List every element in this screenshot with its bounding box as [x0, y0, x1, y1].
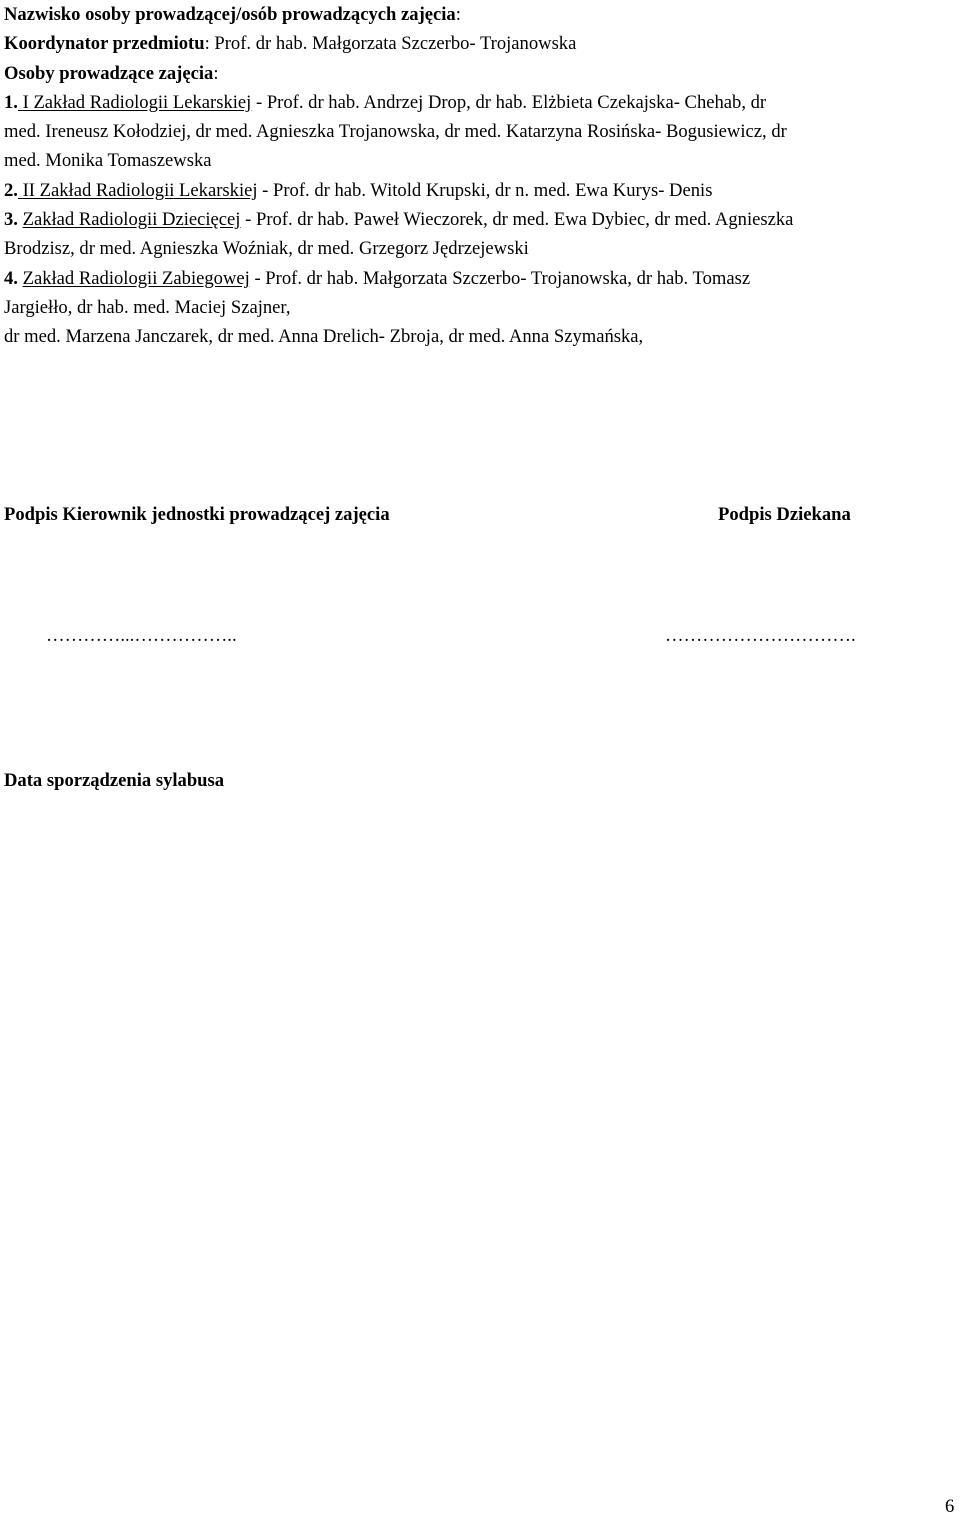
department-4-line-3: dr med. Marzena Janczarek, dr med. Anna Drelich- Zbroja, dr med. Anna Szymańska,: [4, 326, 644, 348]
head-signature-label: Podpis Kierownik jednostki prowadzącej zajęcia: [4, 504, 390, 525]
department-4-line-2: Jargiełło, dr hab. med. Maciej Szajner,: [4, 296, 291, 318]
department-2-line-1: [4, 176, 954, 205]
department-3-number: 3.: [4, 209, 18, 231]
department-4-number: 4.: [4, 267, 18, 289]
dean-signature-line: ………………………….: [665, 625, 856, 646]
department-1-number: 1.: [4, 91, 18, 113]
department-4-unit: Zakład Radiologii Zabiegowej: [22, 267, 250, 289]
page-number: 6: [945, 1496, 955, 1517]
coordinator-label: Koordynator przedmiotu: [4, 33, 205, 55]
department-4-staff: - Prof. dr hab. Małgorzata Szczerbo- Trojanowska, dr hab. Tomasz: [249, 267, 751, 289]
department-3-unit: Zakład Radiologii Dziecięcej: [22, 209, 241, 231]
syllabus-date-label: Data sporządzenia sylabusa: [4, 770, 225, 791]
dean-signature-label: Podpis Dziekana: [718, 504, 851, 525]
department-1-staff: - Prof. dr hab. Andrzej Drop, dr hab. Elżbieta Czekajska- Chehab, dr: [251, 91, 767, 113]
instructors-heading: Nazwisko osoby prowadzącej/osób prowadzących zajęcia: [4, 4, 456, 25]
department-2-number: 2.: [4, 179, 18, 201]
coordinator-line: [4, 29, 954, 58]
department-3-line-1: [4, 205, 954, 234]
department-1-line-2: med. Ireneusz Kołodziej, dr med. Agnieszka Trojanowska, dr med. Katarzyna Rosińska- Bogusiewicz, dr: [4, 121, 787, 143]
department-3-line-2: Brodzisz, dr med. Agnieszka Woźniak, dr med. Grzegorz Jędrzejewski: [4, 238, 529, 260]
instructors-heading-colon: :: [455, 4, 461, 25]
instructors-heading-line: [4, 0, 954, 29]
head-signature-line: …………...……………..: [46, 625, 237, 646]
teachers-heading-line: [4, 59, 954, 88]
department-1-line-3: med. Monika Tomaszewska: [4, 150, 212, 172]
department-1-line-1: [4, 88, 954, 117]
department-3-staff: - Prof. dr hab. Paweł Wieczorek, dr med. Ewa Dybiec, dr med. Agnieszka: [240, 209, 794, 231]
department-2-staff: - Prof. dr hab. Witold Krupski, dr n. med. Ewa Kurys- Denis: [257, 179, 713, 201]
syllabus-instructors-section: [4, 0, 954, 352]
department-2-unit: II Zakład Radiologii Lekarskiej: [17, 179, 258, 201]
department-1-unit: I Zakład Radiologii Lekarskiej: [17, 91, 252, 113]
teachers-heading-colon: :: [213, 62, 219, 84]
department-4-line-1: [4, 264, 954, 293]
teachers-heading: Osoby prowadzące zajęcia: [4, 62, 214, 84]
coordinator-value: : Prof. dr hab. Małgorzata Szczerbo- Trojanowska: [204, 33, 577, 55]
